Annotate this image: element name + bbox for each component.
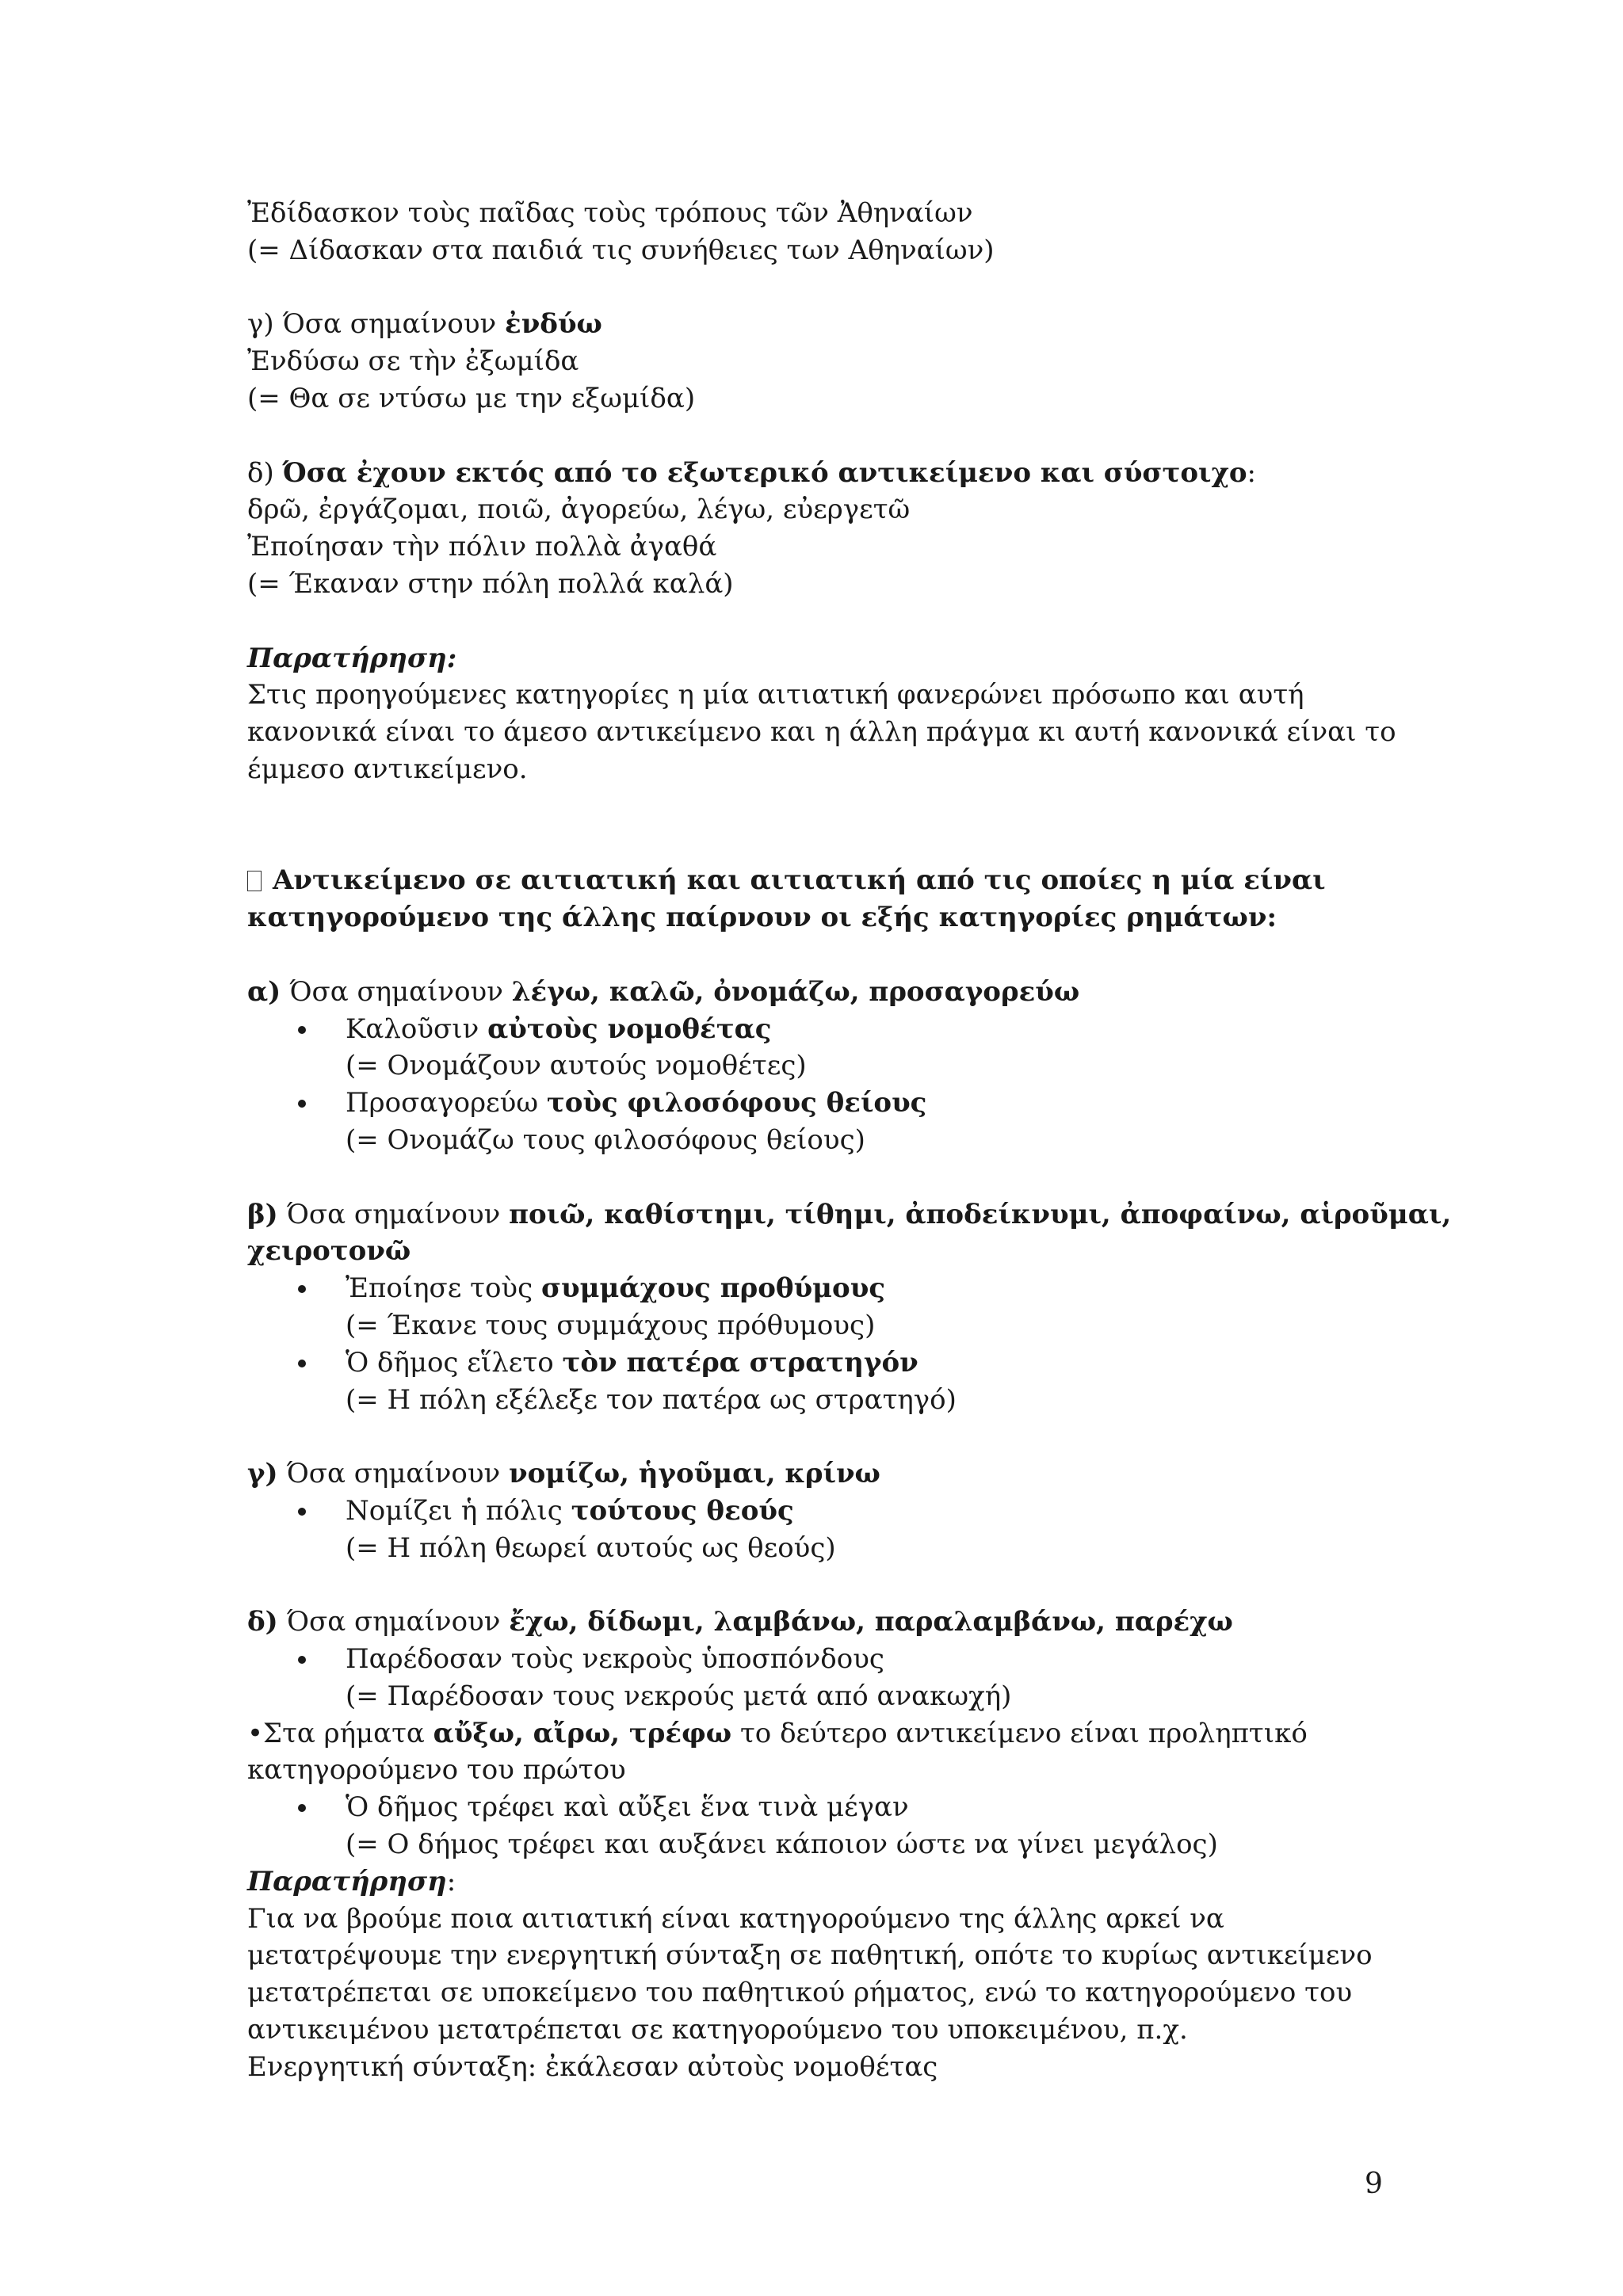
text: αντικειμένου μετατρέπεται σε κατηγορούμενο του υποκειμένου, π.χ. [247,2014,1188,2046]
text: (= Έκαναν στην πόλη πολλά καλά) [247,567,734,600]
example-translation [247,232,1381,269]
page-number: 9 [1365,2168,1383,2200]
bold-text: τὸν πατέρα στρατηγόν [562,1346,918,1379]
text: : [1247,456,1257,489]
text: •Στα ρήματα [247,1717,433,1749]
bold-text: αὔξω, αἴρω, τρέφω [433,1717,732,1749]
bold-text: χειροτονῶ [247,1235,411,1268]
bold-text: Αντικείμενο σε αιτιατική και αιτιατική από τις οποίες η μία είναι [273,864,1326,897]
text: Όσα σημαίνουν [281,975,512,1008]
bold-text: Όσα ἐχουν εκτός από το εξωτερικό αντικείμενο και σύστοιχο [282,456,1247,489]
text: δρῶ, ἐργάζομαι, ποιῶ, ἀγορεύω, λέγω, εὐεργετῶ [247,494,911,526]
text: (= Ο δήμος τρέφει και αυξάνει κάποιον ώστε να γίνει μεγάλος) [346,1829,1218,1861]
text: κατηγορούμενο του πρώτου [247,1754,626,1787]
text: μετατρέψουμε την ενεργητική σύνταξη σε παθητική, οπότε το κυρίως αντικείμενο [247,1939,1373,1972]
bold-text: συμμάχους προθύμους [540,1272,886,1305]
label: δ) [247,1606,278,1638]
text: Προσαγορεύω [346,1087,547,1119]
page-content [247,195,1452,2086]
bold-text: τοὺς φιλοσόφους θείους [546,1087,927,1119]
text: γ) Όσα σημαίνουν [247,308,506,341]
text: (= Ονομάζω τους φιλοσόφους θείους) [346,1123,865,1156]
label: γ) [247,1458,278,1490]
text: Ἐδίδασκον τοὺς παῖδας τοὺς τρόπους τῶν Ἀθηναίων [247,197,973,229]
category-heading [247,1604,1381,1641]
list-item [247,1789,1381,1826]
list-item [247,1493,1381,1530]
example-translation [247,566,1381,603]
text: το δεύτερο αντικείμενο είναι προληπτικό [731,1717,1308,1749]
list-item [247,1270,1381,1307]
text: (= Δίδασκαν στα παιδιά τις συνήθειες των Αθηναίων) [247,234,995,266]
section-heading [247,899,1381,936]
bold-text: νομίζω, ἡγοῦμαι, κρίνω [509,1458,880,1490]
section-heading [247,862,1381,899]
category-heading [247,1455,1381,1493]
text: (= Ονομάζουν αυτούς νομοθέτες) [346,1050,807,1082]
square-bullet-icon [247,871,262,891]
text: Όσα σημαίνουν [277,1458,509,1490]
bold-text: ἐνδύω [505,308,602,341]
text: (= Θα σε ντύσω με την εξωμίδα) [247,382,696,414]
example-translation [247,1382,1381,1419]
example-translation [247,1307,1381,1344]
note-text [247,1901,1381,1938]
text: (= Η πόλη εξέλεξε τον πατέρα ως στρατηγό) [346,1383,957,1416]
example-translation [247,1678,1381,1715]
bold-text: κατηγορούμενο της άλλης παίρνουν οι εξής κατηγορίες ρημάτων: [247,902,1277,934]
note-text [247,2049,1381,2086]
text: έμμεσο αντικείμενο. [247,753,528,785]
note-title [247,640,1381,677]
note-title [247,1863,1381,1901]
text: Καλοῦσιν [346,1013,488,1045]
note-title-text: Παρατήρηση [247,1865,447,1897]
text: Ὁ δῆμος τρέφει καὶ αὔξει ἕνα τινὰ μέγαν [346,1791,909,1824]
list-item [247,1344,1381,1382]
text: δ) [247,456,283,489]
text: Ὁ δῆμος εἵλετο [346,1346,563,1379]
text: Ενεργητική σύνταξη: ἐκάλεσαν αὐτοὺς νομοθέτας [247,2050,938,2083]
text: μετατρέπεται σε υποκείμενο του παθητικού ρήματος, ενώ το κατηγορούμενο του [247,1977,1353,2009]
text: (= Έκανε τους συμμάχους πρόθυμους) [346,1309,876,1341]
text: Όσα σημαίνουν [277,1606,510,1638]
rule-text [247,1715,1381,1753]
example-greek [247,195,1381,232]
category-heading [247,455,1381,492]
text: Στις προηγούμενες κατηγορίες η μία αιτιατική φανερώνει πρόσωπο και αυτή [247,679,1304,711]
note-text [247,2012,1381,2049]
text: : [446,1865,456,1897]
bold-text: λέγω, καλῶ, ὀνομάζω, προσαγορεύω [511,975,1080,1008]
example-translation [247,1122,1381,1159]
bold-text: αὐτοὺς νομοθέτας [487,1013,772,1045]
example-translation [247,1047,1381,1085]
example-translation [247,1530,1381,1567]
rule-text [247,1752,1381,1789]
category-heading [247,1196,1452,1234]
text: Για να βρούμε ποια αιτιατική είναι κατηγορούμενο της άλλης αρκεί να [247,1902,1224,1935]
text: (= Η πόλη θεωρεί αυτούς ως θεούς) [346,1531,836,1564]
text: Όσα σημαίνουν [277,1198,510,1230]
bold-text: τούτους θεούς [571,1494,794,1527]
note-text [247,1937,1381,1974]
text: Ἐποίησε τοὺς [346,1272,541,1305]
note-text [247,714,1396,751]
example-translation [247,1826,1381,1863]
note-title-text: Παρατήρηση: [247,642,457,674]
list-item [247,1641,1381,1678]
label: α) [247,975,281,1008]
bold-text: ποιῶ, καθίστημι, τίθημι, ἀποδείκνυμι, ἀποφαίνω, αἱροῦμαι, [509,1198,1452,1230]
category-heading [247,306,1381,343]
text: (= Παρέδοσαν τους νεκρούς μετά από ανακωχή) [346,1680,1012,1712]
text: Ἐνδύσω σε τὴν ἐξωμίδα [247,345,579,378]
note-text [247,677,1381,714]
list-item [247,1011,1381,1048]
note-text [247,751,1381,788]
category-heading [247,974,1381,1011]
example-translation [247,380,1381,418]
example-greek [247,343,1381,380]
bold-text: ἔχω, δίδωμι, λαμβάνω, παραλαμβάνω, παρέχω [509,1606,1233,1638]
text: κανονικά είναι το άμεσο αντικείμενο και η άλλη πράγμα κι αυτή κανονικά είναι το [247,716,1396,749]
verb-list [247,491,1381,528]
text: Παρέδοσαν τοὺς νεκροὺς ὑποσπόνδους [346,1643,884,1676]
category-heading-cont [247,1233,1381,1270]
list-item [247,1085,1381,1122]
text: Ἐποίησαν τὴν πόλιν πολλὰ ἀγαθά [247,531,717,563]
note-text [247,1974,1381,2012]
example-greek [247,528,1381,566]
text: Νομίζει ἡ πόλις [346,1494,571,1527]
label: β) [247,1198,278,1230]
